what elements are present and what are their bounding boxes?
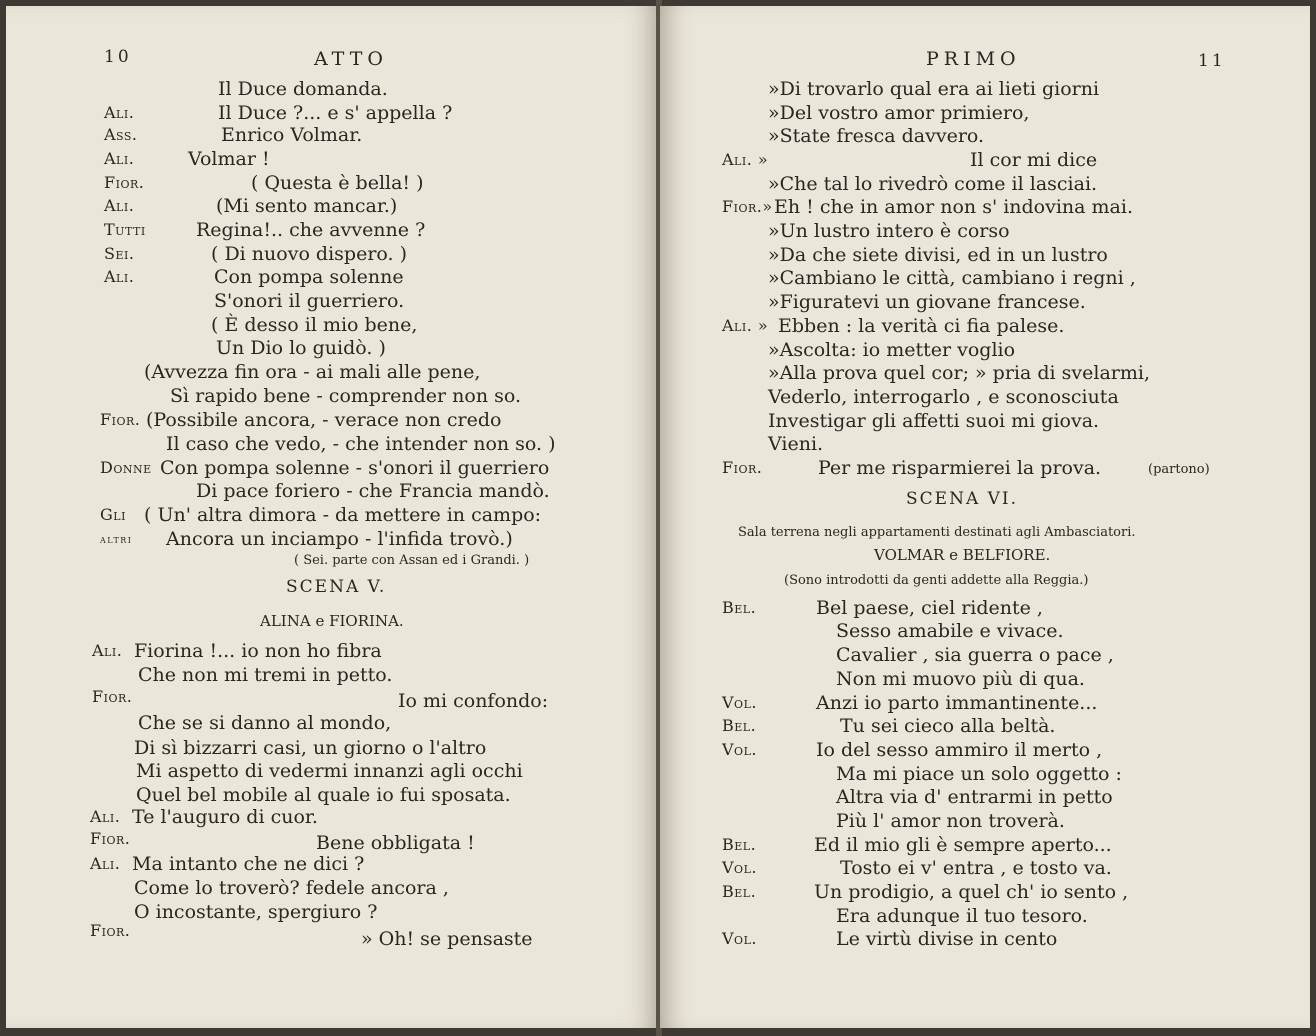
verse-line: Più l' amor non troverà. bbox=[836, 810, 1065, 832]
scene-setting: Sala terrena negli appartamenti destinati agli Ambasciatori. bbox=[738, 525, 1136, 540]
speaker-label: Ass. bbox=[104, 125, 138, 144]
speaker-label: Ali. bbox=[104, 103, 135, 122]
verse-line: Ebben : la verità ci fia palese. bbox=[778, 315, 1065, 337]
verse-line: Bene obbligata ! bbox=[316, 832, 475, 854]
page-number: 10 bbox=[104, 47, 132, 67]
speaker-label: Gli bbox=[100, 505, 126, 524]
verse-line: Eh ! che in amor non s' indovina mai. bbox=[774, 196, 1133, 218]
verse-line: (Possibile ancora, - verace non credo bbox=[146, 409, 502, 431]
stage-direction: ( Sei. parte con Assan ed i Grandi. ) bbox=[294, 553, 530, 568]
speaker-label: Tutti bbox=[104, 220, 146, 239]
speaker-label: Donne bbox=[100, 458, 152, 477]
verse-line: »Ascolta: io metter voglio bbox=[768, 339, 1016, 361]
verse-line: Enrico Volmar. bbox=[221, 124, 363, 146]
scene-characters: ALINA e FIORINA. bbox=[260, 612, 404, 630]
speaker-label: Ali. » bbox=[722, 316, 769, 335]
stage-direction: (Sono introdotti da genti addette alla Reggia.) bbox=[784, 573, 1089, 588]
speaker-label: Fior. bbox=[722, 458, 763, 477]
verse-line: Il cor mi dice bbox=[970, 149, 1098, 171]
verse-line: »State fresca davvero. bbox=[768, 125, 985, 147]
verse-line: Volmar ! bbox=[188, 148, 270, 170]
verse-line: Regina!.. che avvenne ? bbox=[196, 219, 426, 241]
verse-line: Il caso che vedo, - che intender non so. ) bbox=[166, 433, 556, 455]
verse-line: Te l'auguro di cuor. bbox=[132, 806, 318, 828]
speaker-label: Bel. bbox=[722, 716, 757, 735]
verse-line: »Da che siete divisi, ed in un lustro bbox=[768, 244, 1108, 266]
speaker-label: Vol. bbox=[722, 929, 757, 948]
verse-line: Investigar gli affetti suoi mi giova. bbox=[768, 410, 1100, 432]
running-head: PRIMO bbox=[926, 48, 1021, 70]
speaker-label: Fior. bbox=[90, 829, 131, 848]
verse-line: O incostante, spergiuro ? bbox=[134, 901, 378, 923]
verse-line: Quel bel mobile al quale io fui sposata. bbox=[136, 784, 511, 806]
verse-line: Tu sei cieco alla beltà. bbox=[840, 715, 1056, 737]
verse-line: ( Di nuovo dispero. ) bbox=[211, 243, 408, 265]
scene-heading: SCENA VI. bbox=[906, 489, 1019, 509]
verse-line: »Figuratevi un giovane francese. bbox=[768, 291, 1086, 313]
verse-line: Un prodigio, a quel ch' io sento , bbox=[814, 881, 1129, 903]
verse-line: Anzi io parto immantinente... bbox=[816, 692, 1098, 714]
speaker-label: Bel. bbox=[722, 835, 757, 854]
verse-line: Tosto ei v' entra , e tosto va. bbox=[840, 857, 1112, 879]
speaker-label: Ali. » bbox=[722, 150, 769, 169]
verse-line: Con pompa solenne - s'onori il guerriero bbox=[160, 457, 550, 479]
verse-line: ( Un' altra dimora - da mettere in campo: bbox=[144, 504, 542, 526]
speaker-label: Fior. bbox=[100, 410, 141, 429]
speaker-label: Ali. bbox=[104, 196, 135, 215]
scene-heading: SCENA V. bbox=[286, 577, 387, 597]
verse-line: Ancora un inciampo - l'infida trovò.) bbox=[166, 528, 513, 550]
verse-line: Ma mi piace un solo oggetto : bbox=[836, 763, 1122, 785]
verse-line: Il Duce domanda. bbox=[218, 78, 388, 100]
verse-line: Cavalier , sia guerra o pace , bbox=[836, 644, 1114, 666]
verse-line: Ed il mio gli è sempre aperto... bbox=[814, 834, 1112, 856]
verse-line: Con pompa solenne bbox=[214, 266, 404, 288]
verse-line: »Cambiano le città, cambiano i regni , bbox=[768, 267, 1136, 289]
verse-line: (Mi sento mancar.) bbox=[216, 195, 398, 217]
left-page bbox=[6, 6, 658, 1028]
verse-line: Io del sesso ammiro il merto , bbox=[816, 739, 1103, 761]
verse-line: Vederlo, interrogarlo , e sconosciuta bbox=[768, 386, 1119, 408]
verse-line: » Oh! se pensaste bbox=[361, 928, 533, 950]
verse-line: Per me risparmierei la prova. bbox=[818, 457, 1102, 479]
verse-line: »Di trovarlo qual era ai lieti giorni bbox=[768, 78, 1100, 100]
speaker-label: Vol. bbox=[722, 693, 757, 712]
verse-line: Di pace foriero - che Francia mandò. bbox=[196, 480, 550, 502]
verse-line: Che se si danno al mondo, bbox=[138, 712, 392, 734]
verse-line: S'onori il guerriero. bbox=[214, 290, 405, 312]
speaker-label: Fior. bbox=[104, 173, 145, 192]
verse-line: »Alla prova quel cor; » pria di svelarmi, bbox=[768, 362, 1150, 384]
verse-line: Sesso amabile e vivace. bbox=[836, 620, 1064, 642]
verse-line: Sì rapido bene - comprender non so. bbox=[170, 385, 522, 407]
verse-line: ( Questa è bella! ) bbox=[251, 172, 424, 194]
verse-line: Il Duce ?... e s' appella ? bbox=[218, 102, 453, 124]
speaker-label: Vol. bbox=[722, 858, 757, 877]
page-number: 11 bbox=[1198, 51, 1226, 71]
verse-line: Vieni. bbox=[768, 433, 824, 455]
verse-line: (Avvezza fin ora - ai mali alle pene, bbox=[144, 361, 481, 383]
verse-line: Non mi muovo più di qua. bbox=[836, 668, 1085, 690]
verse-line: Un Dio lo guidò. ) bbox=[216, 337, 386, 359]
speaker-label: Sei. bbox=[104, 244, 135, 263]
verse-line: Altra via d' entrarmi in petto bbox=[836, 786, 1113, 808]
verse-line: ( È desso il mio bene, bbox=[211, 314, 418, 336]
speaker-label: Fior. bbox=[92, 687, 133, 706]
speaker-label: altri bbox=[100, 532, 133, 546]
verse-line: »Che tal lo rivedrò come il lasciai. bbox=[768, 173, 1098, 195]
verse-line: »Del vostro amor primiero, bbox=[768, 102, 1030, 124]
scene-characters: VOLMAR e BELFIORE. bbox=[874, 546, 1051, 564]
speaker-label: Ali. bbox=[90, 807, 121, 826]
speaker-label: Fior. bbox=[90, 921, 131, 940]
verse-line: »Un lustro intero è corso bbox=[768, 220, 1010, 242]
speaker-label: Bel. bbox=[722, 598, 757, 617]
running-head: ATTO bbox=[314, 48, 388, 70]
exit-direction: (partono) bbox=[1148, 462, 1210, 477]
speaker-label: Fior.» bbox=[722, 197, 773, 216]
verse-line: Era adunque il tuo tesoro. bbox=[836, 905, 1088, 927]
verse-line: Di sì bizzarri casi, un giorno o l'altro bbox=[134, 737, 487, 759]
speaker-label: Ali. bbox=[90, 854, 121, 873]
verse-line: Come lo troverò? fedele ancora , bbox=[134, 877, 449, 899]
speaker-label: Ali. bbox=[92, 641, 123, 660]
verse-line: Fiorina !... io non ho fibra bbox=[134, 640, 382, 662]
speaker-label: Vol. bbox=[722, 740, 757, 759]
speaker-label: Bel. bbox=[722, 882, 757, 901]
verse-line: Ma intanto che ne dici ? bbox=[132, 853, 365, 875]
verse-line: Bel paese, ciel ridente , bbox=[816, 597, 1043, 619]
verse-line: Che non mi tremi in petto. bbox=[138, 664, 393, 686]
verse-line: Mi aspetto di vedermi innanzi agli occhi bbox=[136, 760, 523, 782]
speaker-label: Ali. bbox=[104, 149, 135, 168]
verse-line: Le virtù divise in cento bbox=[836, 928, 1058, 950]
right-page bbox=[660, 6, 1310, 1028]
speaker-label: Ali. bbox=[104, 267, 135, 286]
verse-line: Io mi confondo: bbox=[398, 690, 549, 712]
